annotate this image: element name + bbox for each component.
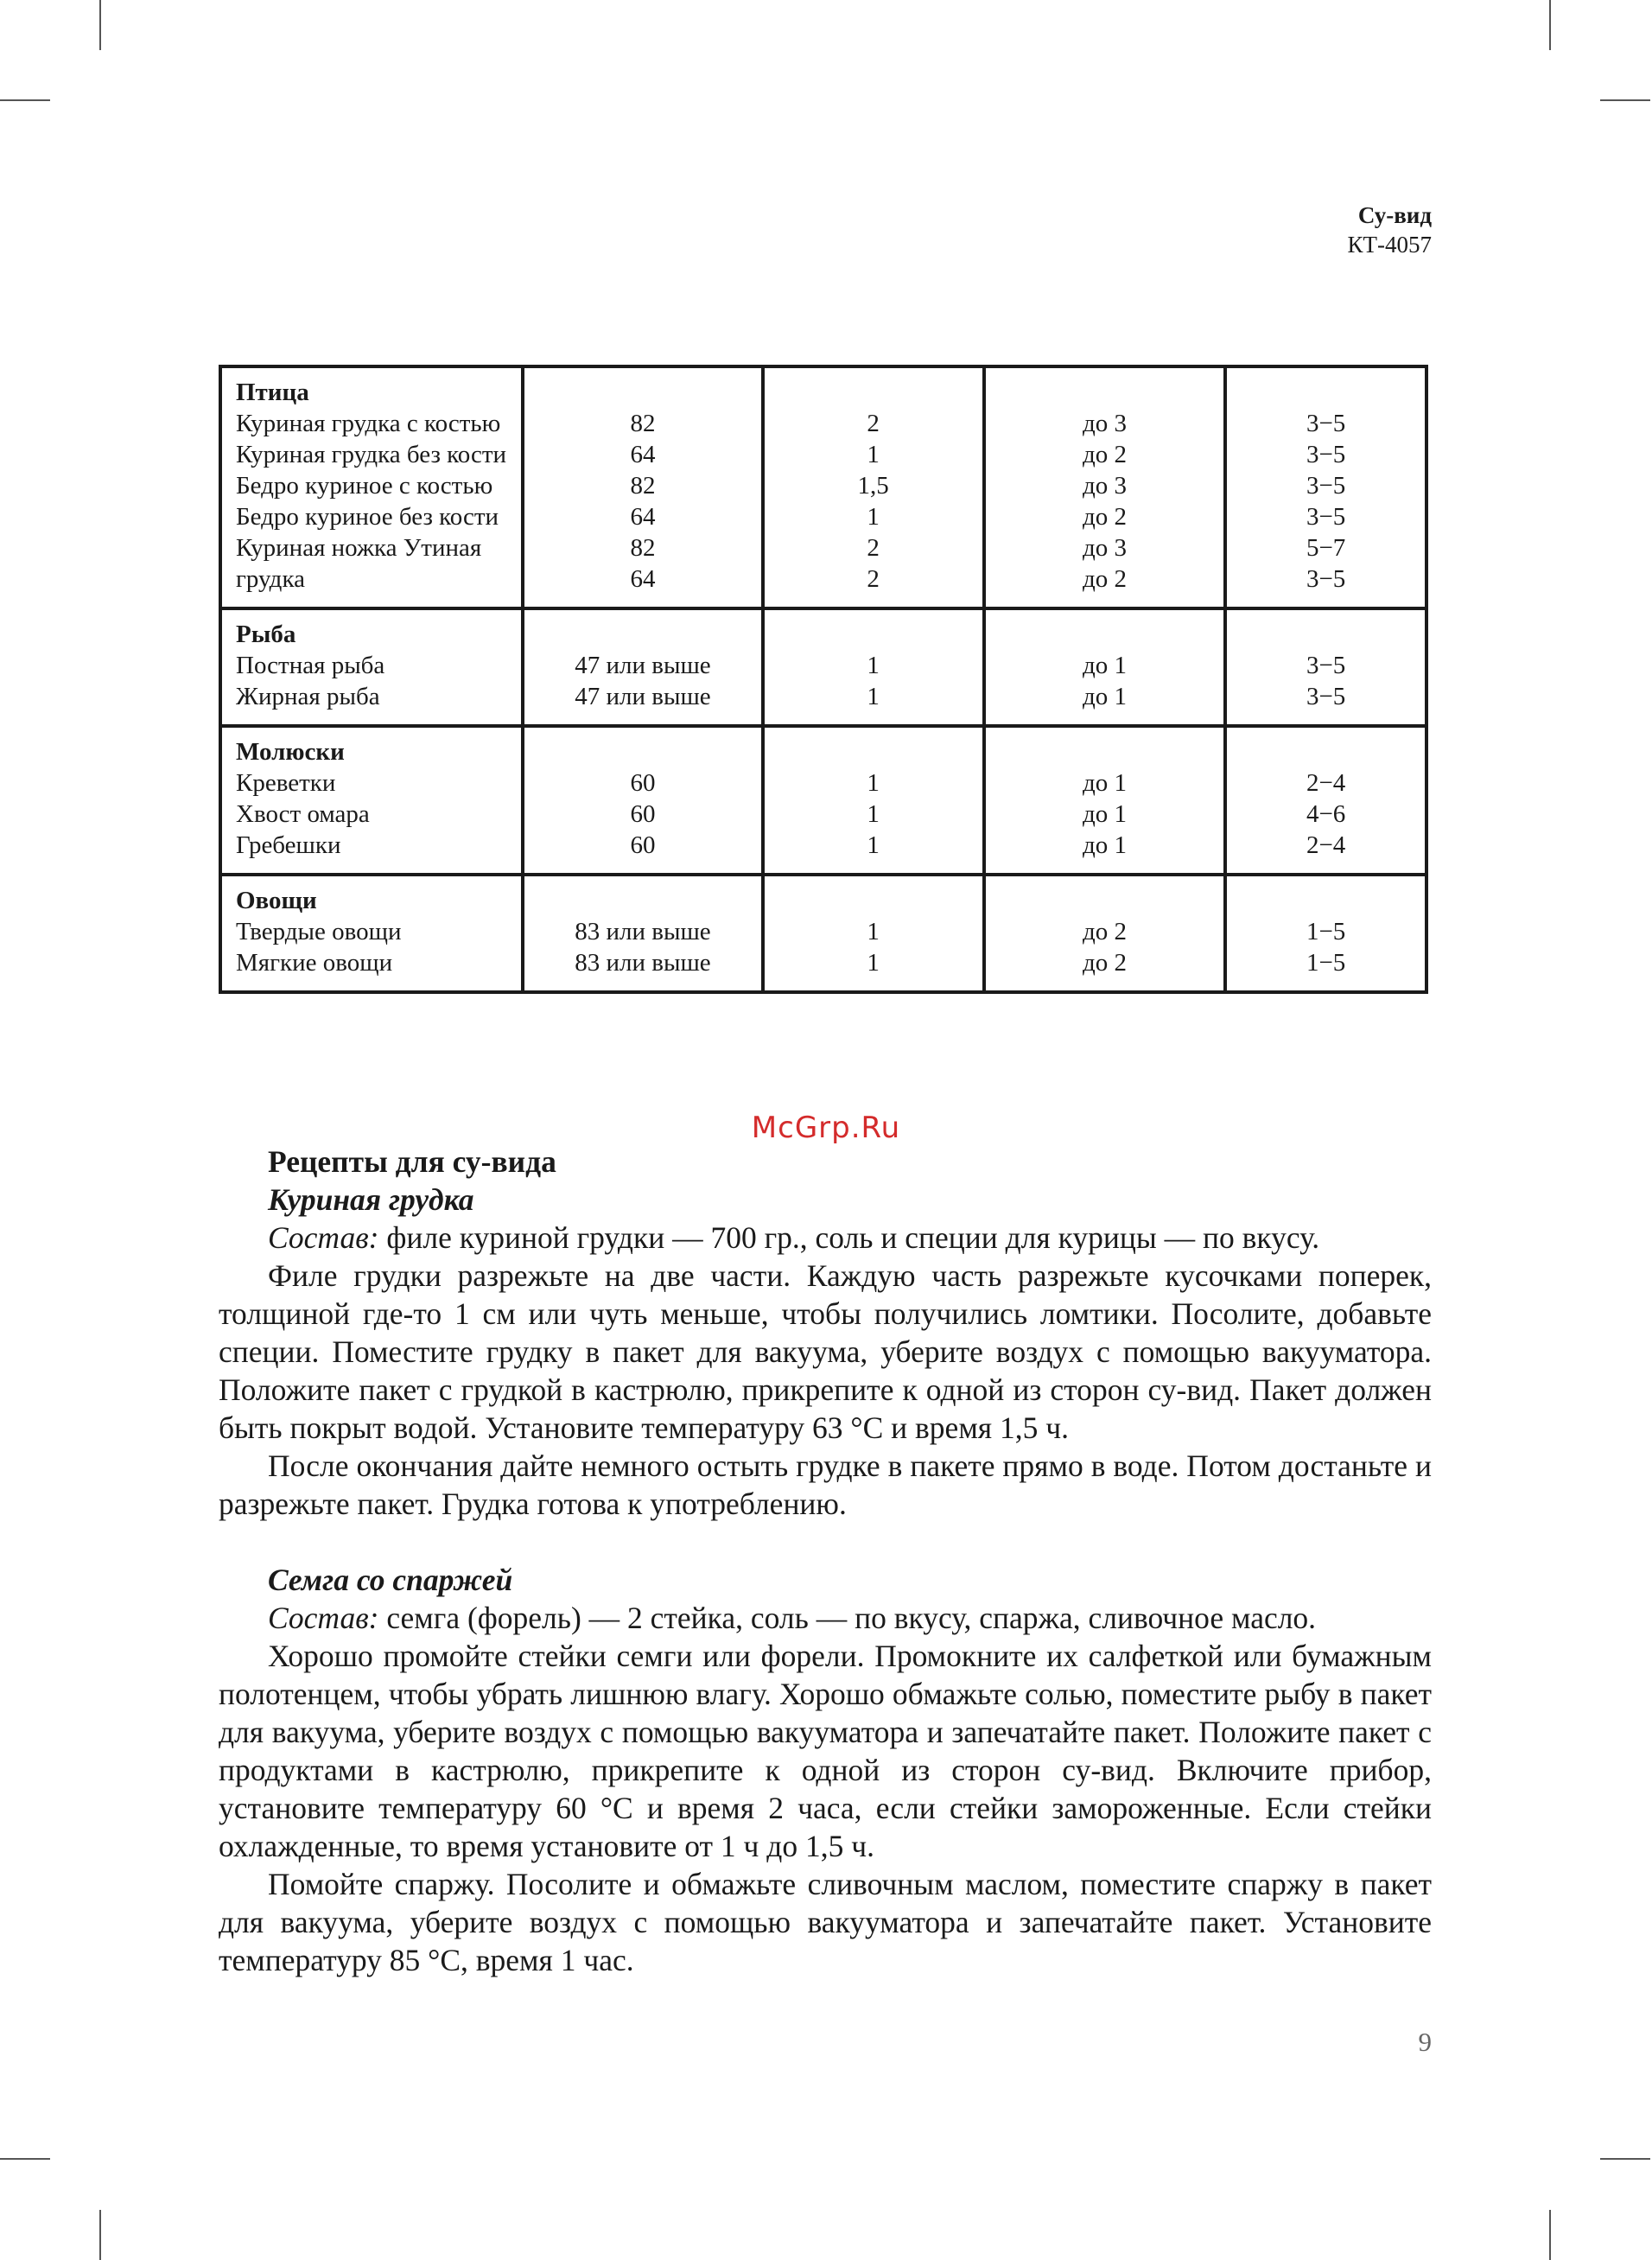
value-cell-temp xyxy=(523,608,762,726)
value-days: 1−5 xyxy=(1306,918,1346,945)
header-model: КТ-4057 xyxy=(1347,232,1432,258)
value-cell-time xyxy=(763,366,984,608)
value-temp: 60 xyxy=(630,769,656,797)
crop-mark xyxy=(1600,2158,1650,2160)
paragraph: Филе грудки разрежьте на две части. Каждую часть разрежьте кусочками поперек, толщиной где-то 1 см или чуть меньше, чтобы получились ломтики. Посолите, добавьте специи. Поместите грудку в пакет для вакуума, уберите воздух с помощью вакууматора. Положите пакет с грудкой в кастрюлю, прикрепите к одной из сторон су-вид. Пакет должен быть покрыт водой. Установите температуру 63 °C и время 1,5 ч. xyxy=(219,1258,1432,1445)
value-days: 3−5 xyxy=(1306,410,1346,437)
value-time: 2 xyxy=(867,534,880,562)
paragraph: Помойте спаржу. Посолите и обмажьте сливочным маслом, поместите спаржу в пакет для вакуума, уберите воздух с помощью вакууматора и запечатайте пакет. Установите температуру 85 °C, время 1 час. xyxy=(219,1867,1432,1977)
header-title: Су-вид xyxy=(1357,202,1432,228)
value-max: до 1 xyxy=(1082,769,1127,797)
value-temp: 83 или выше xyxy=(575,918,711,945)
watermark: McGrp.Ru xyxy=(751,1111,901,1145)
value-temp: 47 или выше xyxy=(575,683,711,710)
running-header xyxy=(1348,201,1433,259)
value-days: 2−4 xyxy=(1306,831,1346,859)
cooking-table xyxy=(219,365,1428,994)
value-days: 3−5 xyxy=(1306,652,1346,679)
value-max: до 1 xyxy=(1082,652,1127,679)
food-name: Гребешки xyxy=(236,831,341,859)
value-cell-temp xyxy=(523,875,762,992)
value-max: до 3 xyxy=(1082,472,1127,500)
value-cell-days xyxy=(1225,875,1426,992)
value-temp: 82 xyxy=(630,410,656,437)
value-max: до 2 xyxy=(1082,949,1127,977)
value-cell-max xyxy=(984,366,1226,608)
group-title: Птица xyxy=(236,379,309,406)
value-days: 1−5 xyxy=(1306,949,1346,977)
table-group-row xyxy=(220,875,1426,992)
page-number: 9 xyxy=(1418,2027,1432,2057)
value-temp: 82 xyxy=(630,472,656,500)
value-max: до 1 xyxy=(1082,800,1127,828)
value-cell-temp xyxy=(523,366,762,608)
crop-mark xyxy=(1549,2210,1551,2260)
value-max: до 2 xyxy=(1082,918,1127,945)
recipe-title: Семга со спаржей xyxy=(268,1563,513,1597)
crop-mark xyxy=(1549,0,1551,50)
crop-mark xyxy=(0,2158,50,2160)
table-group-row xyxy=(220,726,1426,875)
food-name: Постная рыба xyxy=(236,652,385,679)
value-time: 2 xyxy=(867,410,880,437)
value-time: 1 xyxy=(867,441,880,468)
value-days: 3−5 xyxy=(1306,683,1346,710)
food-name: Бедро куриное с костью xyxy=(236,472,493,500)
food-name-cell xyxy=(220,726,523,875)
value-days: 5−7 xyxy=(1306,534,1346,562)
ingredients xyxy=(219,1219,1432,1257)
ingredients-label: Состав: xyxy=(268,1601,379,1635)
ingredients-label: Состав: xyxy=(268,1220,379,1255)
group-title: Овощи xyxy=(236,887,317,914)
table-group-row xyxy=(220,366,1426,608)
value-time: 1 xyxy=(867,949,880,977)
value-cell-max xyxy=(984,608,1226,726)
value-temp: 64 xyxy=(630,503,656,531)
food-name-cell xyxy=(220,875,523,992)
value-time: 1 xyxy=(867,831,880,859)
value-max: до 1 xyxy=(1082,683,1127,710)
food-name: Куриная грудка с костью xyxy=(236,410,501,437)
food-name: Куриная грудка без кости xyxy=(236,441,507,468)
paragraph: Хорошо промойте стейки семги или форели. Промокните их салфеткой или бумажным полотенцем, чтобы убрать лишнюю влагу. Хорошо обмажьте солью, поместите рыбу в пакет для вакуума, уберите воздух с помощью вакууматора и запечатайте пакет. Положите пакет с продуктами в кастрюлю, прикрепите к одной из сторон су-вид. Включите прибор, установите температуру 60 °C и время 2 часа, если стейки замороженные. Если стейки охлажденные, то время установите от 1 ч до 1,5 ч. xyxy=(219,1639,1432,1863)
table-group-row xyxy=(220,608,1426,726)
value-days: 4−6 xyxy=(1306,800,1346,828)
value-cell-max xyxy=(984,875,1226,992)
food-name: Креветки xyxy=(236,769,336,797)
value-cell-days xyxy=(1225,366,1426,608)
value-days: 3−5 xyxy=(1306,565,1346,593)
value-max: до 2 xyxy=(1082,565,1127,593)
ingredients xyxy=(219,1599,1432,1637)
value-max: до 1 xyxy=(1082,831,1127,859)
value-days: 3−5 xyxy=(1306,503,1346,531)
food-name: Хвост омара xyxy=(236,800,370,828)
value-cell-time xyxy=(763,875,984,992)
value-max: до 3 xyxy=(1082,534,1127,562)
value-time: 1,5 xyxy=(857,472,889,500)
value-time: 2 xyxy=(867,565,880,593)
value-cell-max xyxy=(984,726,1226,875)
value-cell-days xyxy=(1225,726,1426,875)
recipe-title: Куриная грудка xyxy=(268,1182,474,1217)
value-time: 1 xyxy=(867,918,880,945)
value-temp: 60 xyxy=(630,831,656,859)
value-max: до 3 xyxy=(1082,410,1127,437)
value-temp: 83 или выше xyxy=(575,949,711,977)
value-temp: 47 или выше xyxy=(575,652,711,679)
paragraph: После окончания дайте немного остыть грудке в пакете прямо в воде. Потом достаньте и разрежьте пакет. Грудка готова к употреблению. xyxy=(219,1448,1432,1521)
crop-mark xyxy=(99,0,101,50)
value-cell-time xyxy=(763,608,984,726)
value-days: 3−5 xyxy=(1306,441,1346,468)
group-title: Молюски xyxy=(236,738,345,766)
value-max: до 2 xyxy=(1082,503,1127,531)
value-temp: 60 xyxy=(630,800,656,828)
value-time: 1 xyxy=(867,503,880,531)
value-days: 3−5 xyxy=(1306,472,1346,500)
food-name: Твердые овощи xyxy=(236,918,402,945)
crop-mark xyxy=(99,2210,101,2260)
value-max: до 2 xyxy=(1082,441,1127,468)
section-title: Рецепты для су-вида xyxy=(268,1144,556,1179)
recipes-section xyxy=(219,1143,1432,1979)
value-cell-days xyxy=(1225,608,1426,726)
crop-mark xyxy=(1600,99,1650,101)
food-name-cell xyxy=(220,366,523,608)
value-days: 2−4 xyxy=(1306,769,1346,797)
value-time: 1 xyxy=(867,769,880,797)
food-name: Жирная рыба xyxy=(236,683,380,710)
value-temp: 64 xyxy=(630,565,656,593)
value-temp: 82 xyxy=(630,534,656,562)
food-name-cell xyxy=(220,608,523,726)
value-time: 1 xyxy=(867,683,880,710)
ingredients-text: семга (форель) — 2 стейка, соль — по вкусу, спаржа, сливочное масло. xyxy=(386,1601,1317,1635)
value-time: 1 xyxy=(867,800,880,828)
value-cell-temp xyxy=(523,726,762,875)
food-name: Бедро куриное без кости xyxy=(236,503,499,531)
value-time: 1 xyxy=(867,652,880,679)
food-name: грудка xyxy=(236,565,305,593)
ingredients-text: филе куриной грудки — 700 гр., соль и специи для курицы — по вкусу. xyxy=(386,1220,1320,1255)
group-title: Рыба xyxy=(236,621,296,648)
value-cell-time xyxy=(763,726,984,875)
food-name: Мягкие овощи xyxy=(236,949,393,977)
food-name: Куриная ножка Утиная xyxy=(236,534,482,562)
crop-mark xyxy=(0,99,50,101)
value-temp: 64 xyxy=(630,441,656,468)
